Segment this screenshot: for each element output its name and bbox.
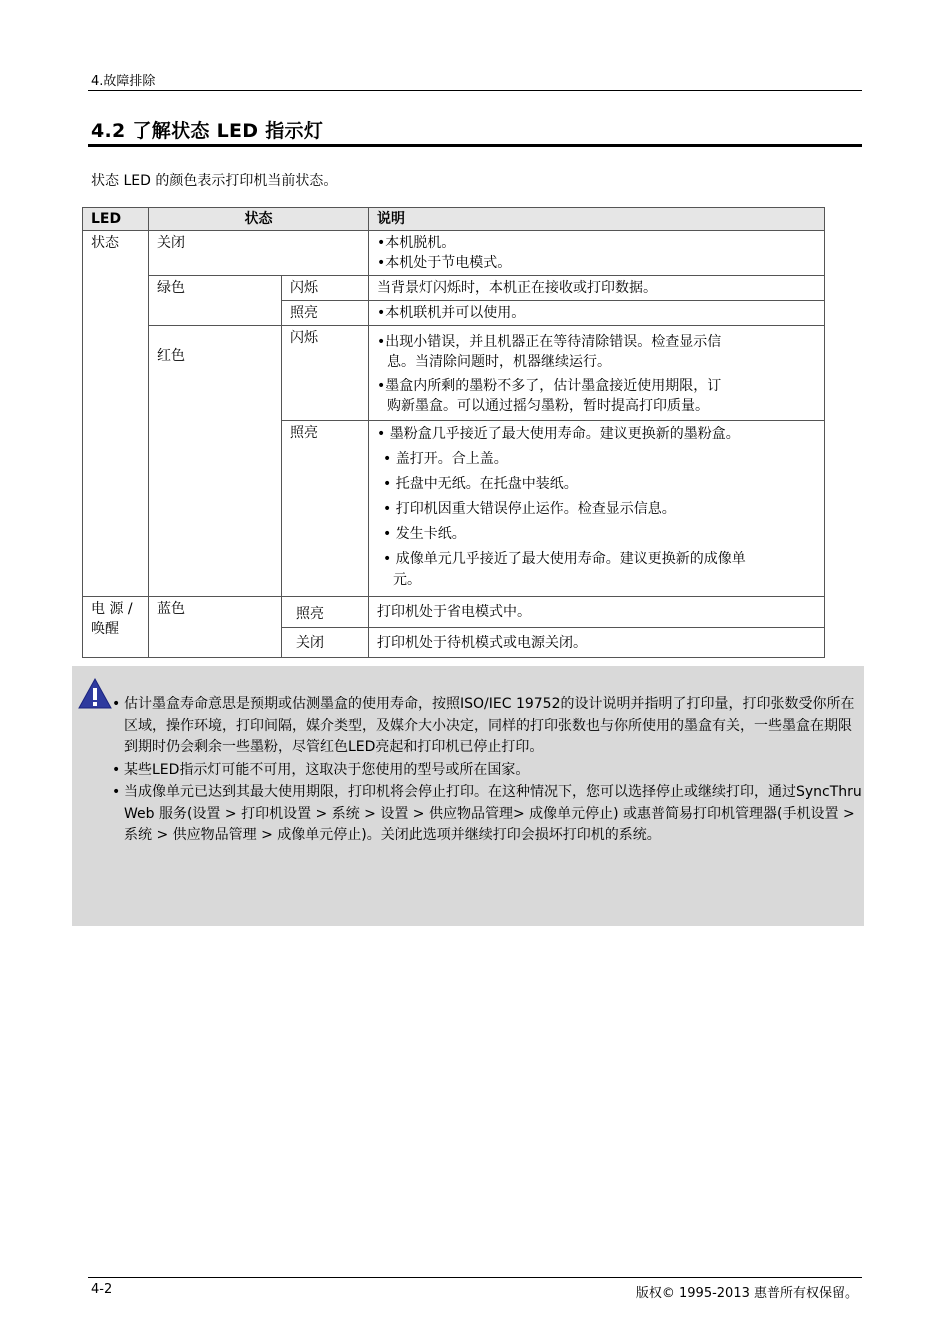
- power-group-line: 唤醒: [91, 621, 119, 637]
- red-blink-line: •出现小错误，并且机器正在等待清除错误。检查显示信: [377, 334, 722, 350]
- header-divider: [88, 90, 862, 91]
- blue-on-desc: 打印机处于省电模式中。: [369, 597, 825, 628]
- green-on-desc: •本机联机并可以使用。: [369, 301, 825, 326]
- header-status: 状态: [149, 208, 369, 231]
- note-text: 当成像单元已达到其最大使用期限，打印机将会停止打印。在这种情况下，您可以选择停止或继续打印，通过SyncThru Web 服务(设置 > 打印机设置 > 系统 > 设置 > 供应物品管理> 成像单元停止) 或惠普简易打印机管理器(手机设置 > 系统 > 供应物品管理 > 成像单元停止)。关闭此选项并继续打印会损坏打印机的系统。: [124, 784, 862, 843]
- title-divider: [88, 144, 862, 147]
- note-box: [72, 666, 864, 926]
- bullet-icon: •: [112, 696, 121, 712]
- red-on-item: • 盖打开。合上盖。: [383, 451, 508, 467]
- green-blink-label: 闪烁: [282, 276, 369, 301]
- status-group-cell: 状态: [83, 231, 149, 597]
- section-header: 4.故障排除: [91, 74, 156, 89]
- page-title: 4.2 了解状态 LED 指示灯: [91, 120, 324, 142]
- green-label: 绿色: [149, 276, 282, 326]
- note-item: [112, 760, 862, 782]
- off-desc-line: •本机处于节电模式。: [377, 255, 512, 271]
- table-row: [83, 231, 825, 276]
- bullet-icon: •: [112, 761, 121, 778]
- table-row: [83, 276, 825, 301]
- red-blink-line: 息。当清除问题时，机器继续运行。: [387, 354, 611, 370]
- blue-label: 蓝色: [149, 597, 282, 658]
- green-on-label: 照亮: [282, 301, 369, 326]
- warning-icon: [77, 677, 113, 711]
- red-blink-para: [377, 332, 816, 372]
- table-header-row: [83, 208, 825, 231]
- red-on-item: 元。: [393, 572, 421, 588]
- bullet-icon: •: [112, 784, 121, 800]
- red-on-item: • 托盘中无纸。在托盘中装纸。: [383, 476, 578, 492]
- red-on-item: • 成像单元几乎接近了最大使用寿命。建议更换新的成像单: [383, 551, 746, 567]
- intro-text: 状态 LED 的颜色表示打印机当前状态。: [91, 173, 338, 189]
- blue-on-label: 照亮: [282, 597, 369, 628]
- green-blink-desc: 当背景灯闪烁时，本机正在接收或打印数据。: [369, 276, 825, 301]
- red-on-item: • 墨粉盒几乎接近了最大使用寿命。建议更换新的墨粉盒。: [377, 426, 740, 442]
- red-on-label: 照亮: [282, 421, 369, 597]
- red-on-item: • 发生卡纸。: [383, 526, 466, 542]
- page-number: 4-2: [91, 1282, 113, 1297]
- note-list: [112, 694, 862, 848]
- blue-off-label: 关闭: [282, 628, 369, 658]
- red-blink-desc: [369, 326, 825, 421]
- red-on-item: • 打印机因重大错误停止运作。检查显示信息。: [383, 501, 676, 517]
- header-desc: 说明: [369, 208, 825, 231]
- red-on-desc: [369, 421, 825, 597]
- note-text: 估计墨盒寿命意思是预期或估测墨盒的使用寿命，按照ISO/IEC 19752的设计说明并指明了打印量，打印张数受你所在区域，操作环境，打印间隔，媒介类型，及媒介大小决定，同样的打印张数也与你所使用的墨盒有关，一些墨盒在期限到期时仍会剩余一些墨粉，尽管红色LED亮起和打印机已停止打印。: [124, 696, 855, 755]
- red-blink-label: 闪烁: [282, 326, 369, 421]
- off-desc: [369, 231, 825, 276]
- copyright: 版权© 1995-2013 惠普所有权保留。: [635, 1286, 858, 1301]
- power-group-cell: [83, 597, 149, 658]
- header-led: LED: [83, 208, 149, 231]
- note-item: [112, 782, 862, 847]
- red-blink-line: 购新墨盒。可以通过摇匀墨粉，暂时提高打印质量。: [387, 398, 709, 414]
- footer-divider: [88, 1277, 862, 1278]
- red-blink-line: •墨盒内所剩的墨粉不多了，估计墨盒接近使用期限，订: [377, 378, 722, 394]
- table-row: [83, 326, 825, 421]
- red-label: 红色: [149, 326, 282, 597]
- note-text: 某些LED指示灯可能不可用，这取决于您使用的型号或所在国家。: [124, 761, 530, 778]
- led-status-table: [82, 207, 825, 658]
- off-desc-line: •本机脱机。: [377, 235, 456, 251]
- table-row: [83, 597, 825, 628]
- blue-off-desc: 打印机处于待机模式或电源关闭。: [369, 628, 825, 658]
- red-blink-para: [377, 376, 816, 416]
- off-label: 关闭: [149, 231, 369, 276]
- note-item: [112, 694, 862, 759]
- power-group-line: 电 源 /: [91, 601, 133, 617]
